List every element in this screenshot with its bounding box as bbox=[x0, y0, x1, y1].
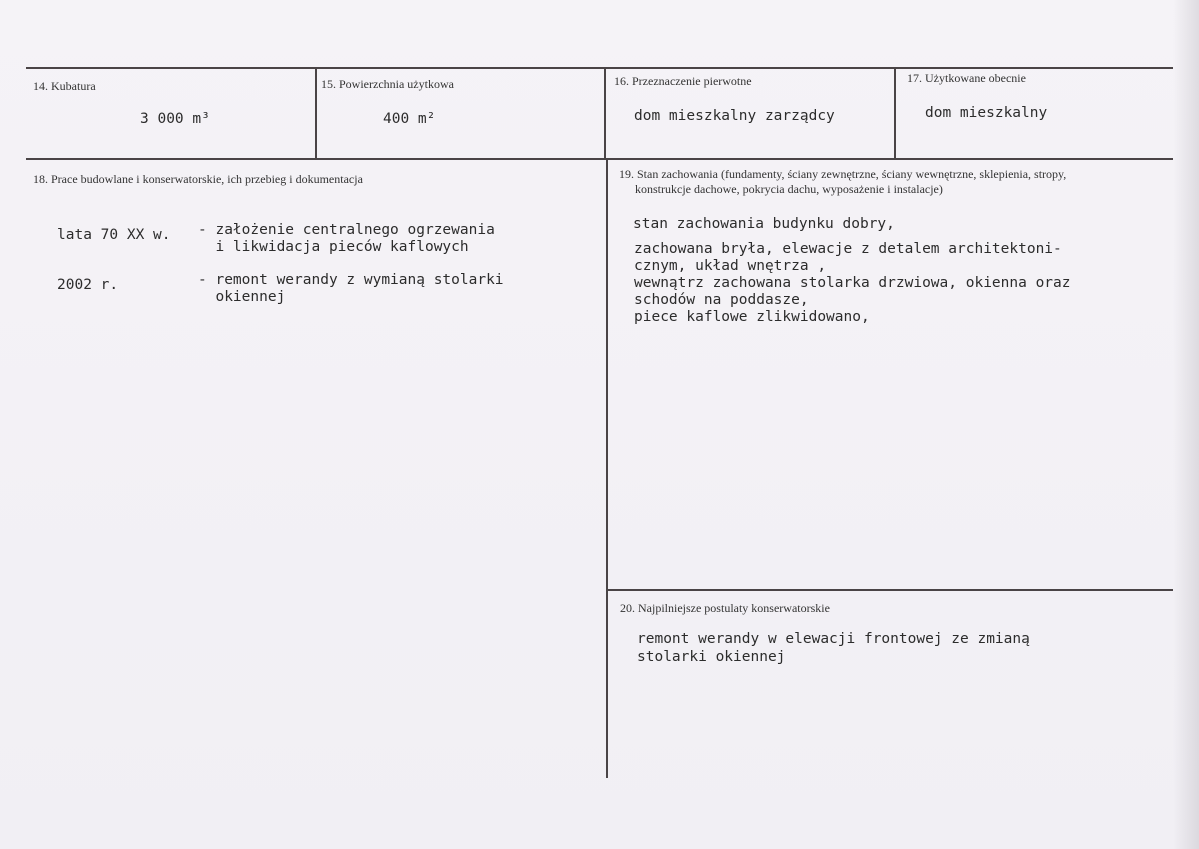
divider-15-16 bbox=[604, 69, 606, 159]
field-19-label-line-1: 19. Stan zachowania (fundamenty, ściany zewnętrzne, ściany wewnętrzne, sklepienia, stropy, bbox=[619, 167, 1067, 181]
field-19-line-4: wewnątrz zachowana stolarka drzwiowa, okienna oraz bbox=[634, 275, 1071, 291]
field-19-line-5: schodów na poddasze, bbox=[634, 292, 809, 308]
field-20-line-2: stolarki okiennej bbox=[637, 649, 786, 665]
divider-18-19 bbox=[606, 160, 608, 778]
field-16-label: 16. Przeznaczenie pierwotne bbox=[614, 74, 752, 88]
field-18-entry-2-line-2: okiennej bbox=[198, 289, 286, 305]
field-18-entry-1-line-2: i likwidacja pieców kaflowych bbox=[198, 239, 469, 255]
field-15-label: 15. Powierzchnia użytkowa bbox=[321, 77, 454, 91]
field-14-label: 14. Kubatura bbox=[33, 79, 96, 93]
field-18-entry-1-line-1: - założenie centralnego ogrzewania bbox=[198, 222, 495, 238]
field-18-entry-2-line-1: - remont werandy z wymianą stolarki bbox=[198, 272, 504, 288]
field-19-label-line-2: konstrukcje dachowe, pokrycia dachu, wyposażenie i instalacje) bbox=[635, 182, 943, 196]
field-19-line-2: zachowana bryła, elewacje z detalem architektoni- bbox=[634, 241, 1062, 257]
divider-16-17 bbox=[894, 69, 896, 159]
field-14-value: 3 000 m³ bbox=[140, 111, 210, 127]
field-18-entry-1-date: lata 70 XX w. bbox=[57, 227, 171, 243]
field-18-label: 18. Prace budowlane i konserwatorskie, ich przebieg i dokumentacja bbox=[33, 172, 363, 186]
rule-field20 bbox=[607, 589, 1173, 591]
divider-14-15 bbox=[315, 69, 317, 159]
field-18-entry-2-date: 2002 r. bbox=[57, 277, 119, 293]
field-20-line-1: remont werandy w elewacji frontowej ze zmianą bbox=[637, 631, 1030, 647]
field-19-line-3: cznym, układ wnętrza , bbox=[634, 258, 827, 274]
field-19-line-6: piece kaflowe zlikwidowano, bbox=[634, 309, 870, 325]
card-edge-shadow bbox=[1173, 0, 1199, 849]
rule-top bbox=[26, 67, 1173, 69]
field-16-value: dom mieszkalny zarządcy bbox=[634, 108, 835, 124]
field-19-line-1: stan zachowania budynku dobry, bbox=[633, 216, 895, 232]
field-17-label: 17. Użytkowane obecnie bbox=[907, 71, 1026, 85]
rule-middle bbox=[26, 158, 1173, 160]
field-15-value: 400 m² bbox=[383, 111, 436, 127]
field-17-value: dom mieszkalny bbox=[925, 105, 1048, 121]
field-20-label: 20. Najpilniejsze postulaty konserwatorskie bbox=[620, 601, 830, 615]
